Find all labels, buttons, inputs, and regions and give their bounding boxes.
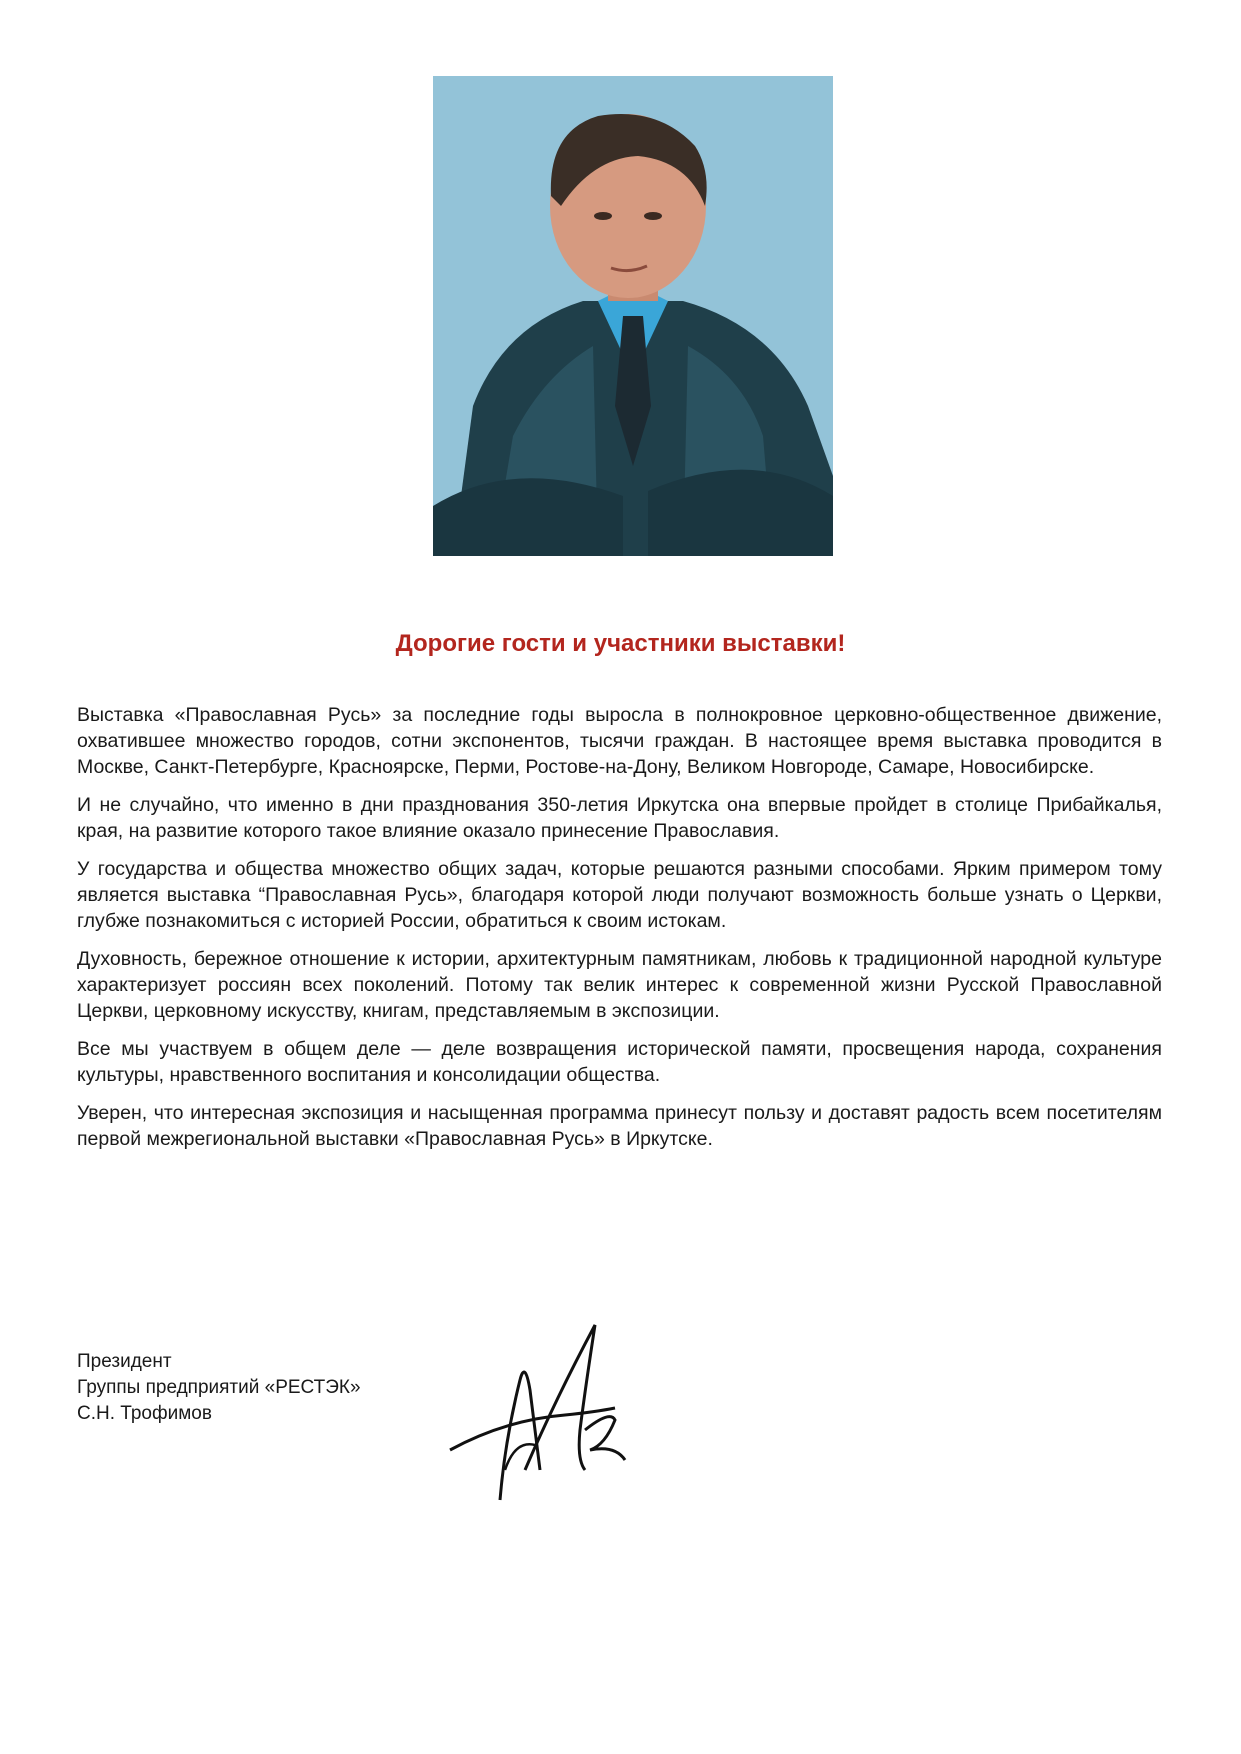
letter-body (77, 702, 1162, 1164)
signoff-title: Президент (77, 1351, 172, 1372)
paragraph: Духовность, бережное отношение к истории, архитектурным памятникам, любовь к традиционной народной культуре характеризует россиян всех поколений. Потому так велик интерес к современной жизни Русской Православной Церкви, церковному искусству, книгам, представляемым в экспозиции. (77, 948, 1162, 1022)
paragraph: И не случайно, что именно в дни празднования 350-летия Иркутска она впервые пройдет в столице Прибайкалья, края, на развитие которого такое влияние оказало принесение Православия. (77, 794, 1162, 842)
portrait-illustration (433, 76, 833, 556)
portrait-photo (433, 76, 833, 556)
signoff-name: С.Н. Трофимов (77, 1403, 212, 1424)
paragraph: Все мы участвуем в общем деле — деле возвращения исторической памяти, просвещения народа, сохранения культуры, нравственного воспитания и консолидации общества. (77, 1038, 1162, 1086)
greeting-heading: Дорогие гости и участники выставки! (395, 630, 846, 657)
paragraph: Выставка «Православная Русь» за последние годы выросла в полнокровное церковно-общественное движение, охватившее множество городов, сотни экспонентов, тысячи граждан. В настоящее время выставка проводится в Москве, Санкт-Петербурге, Красноярске, Перми, Ростове-на-Дону, Великом Новгороде, Самаре, Новосибирске. (77, 704, 1162, 778)
handwritten-signature (445, 1320, 645, 1510)
signoff-block (77, 1349, 361, 1427)
paragraph: У государства и общества множество общих задач, которые решаются разными способами. Ярким примером тому является выставка “Православная Русь», благодаря которой люди получают возможность больше узнать о Церкви, глубже познакомиться с историей России, обратиться к своим истокам. (77, 858, 1162, 932)
paragraph: Уверен, что интересная экспозиция и насыщенная программа принесут пользу и доставят радость всем посетителям первой межрегиональной выставки «Православная Русь» в Иркутске. (77, 1102, 1162, 1150)
signoff-organization: Группы предприятий «РЕСТЭК» (77, 1377, 361, 1398)
